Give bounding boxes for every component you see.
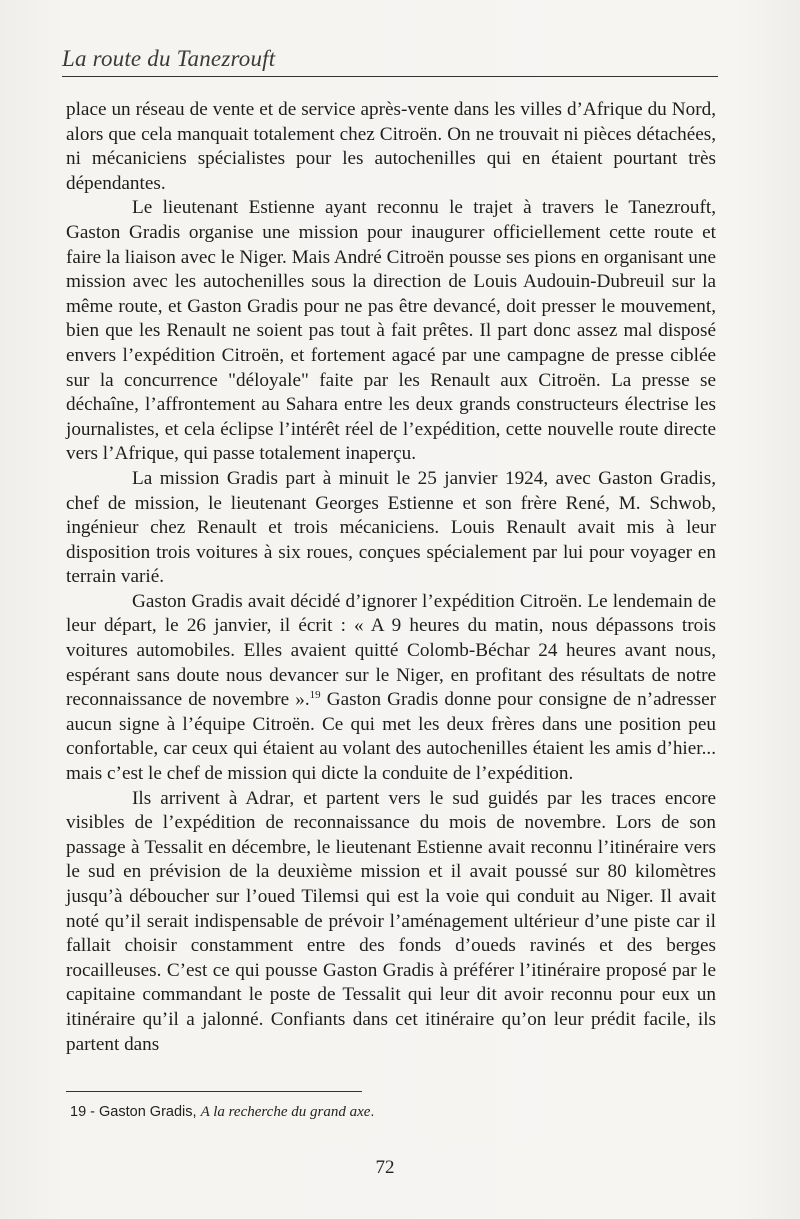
paragraph-4-text-b: Gaston Gradis donne pour consigne de n’adresser aucun signe à l’équipe Citroën. Ce qui met les deux frères dans une position peu confortable, car ceux qui étaient au volant des autochenilles étaient les amis d’hier... mais c’est le chef de mission qui dicte la conduite de l’expédition.: [66, 689, 716, 785]
footnote-separator: -: [86, 1104, 100, 1120]
paragraph-4: [66, 590, 716, 787]
header-rule: [62, 76, 718, 77]
footnote-author: Gaston Gradis,: [99, 1104, 201, 1120]
footnote: [70, 1104, 374, 1121]
footnote-number: 19: [70, 1104, 87, 1120]
footnote-end: .: [370, 1104, 375, 1120]
footnote-title: A la recherche du grand axe: [200, 1104, 371, 1120]
footnote-reference[interactable]: 19: [309, 689, 321, 702]
paragraph-2: Le lieutenant Estienne ayant reconnu le trajet à travers le Tanezrouft, Gaston Gradis organise une mission pour inaugurer officiellement cette route et faire la liaison avec le Niger. Mais André Citroën pousse ses pions en organisant une mission avec les autochenilles sous la direction de Louis Audouin-Dubreuil sur la même route, et Gaston Gradis pour ne pas être devancé, doit presser le mouvement, bien que les Renault ne soient pas tout à fait prêtes. Il part donc assez mal disposé envers l’expédition Citroën, et fortement agacé par une campagne de presse ciblée sur la concurrence "déloyale" faite par les Renault aux Citroën. La presse se déchaîne, l’affrontement au Sahara entre les deux grands constructeurs électrise les journalistes, et cela éclipse l’intérêt réel de l’expédition, cette nouvelle route directe vers l’Afrique, qui passe totalement inaperçu.: [66, 197, 716, 465]
running-header-title: La route du Tanezrouft: [62, 46, 276, 71]
page-number: 72: [375, 1157, 395, 1178]
paragraph-1: place un réseau de vente et de service après-vente dans les villes d’Afrique du Nord, alors que cela manquait totalement chez Citroën. On ne trouvait ni pièces détachées, ni mécaniciens spécialistes pour les autochenilles qui en étaient pourtant très dépendantes.: [66, 99, 716, 194]
paragraph-3: La mission Gradis part à minuit le 25 janvier 1924, avec Gaston Gradis, chef de mission, le lieutenant Georges Estienne et son frère René, M. Schwob, ingénieur chez Renault et trois mécaniciens. Louis Renault avait mis à leur disposition trois voitures à six roues, conçues spécialement par lui pour voyager en terrain varié.: [66, 467, 716, 588]
body-text: [66, 98, 716, 1057]
paragraph-5: Ils arrivent à Adrar, et partent vers le sud guidés par les traces encore visibles de l’expédition de reconnaissance du mois de novembre. Lors de son passage à Tessalit en décembre, le lieutenant Estienne avait reconnu l’itinéraire vers le sud en prévision de la deuxième mission et il avait poussé sur 80 kilomètres jusqu’à déboucher sur l’oued Tilemsi qui est la voie qui conduit au Niger. Il avait noté qu’il serait indispensable de prévoir l’aménagement ultérieur d’une piste car il fallait choisir constamment entre des fonds d’oueds ravinés et des berges rocailleuses. C’est ce qui pousse Gaston Gradis à préférer l’itinéraire proposé par le capitaine commandant le poste de Tessalit qui leur dit avoir reconnu pour eux un itinéraire qu’il a jalonné. Confiants dans cet itinéraire qu’on leur prédit facile, ils partent dans: [66, 787, 716, 1055]
paragraph-4-text-a: Gaston Gradis avait décidé d’ignorer l’expédition Citroën. Le lendemain de leur départ, le 26 janvier, il écrit : « A 9 heures du matin, nous dépassons trois voitures automobiles. Elles avaient quitté Colomb-Béchar 24 heures avant nous, espérant sans doute nous devancer sur le Niger, en profitant des résultats de notre reconnaissance de novembre ».: [66, 590, 716, 711]
footnote-rule: [66, 1091, 362, 1092]
